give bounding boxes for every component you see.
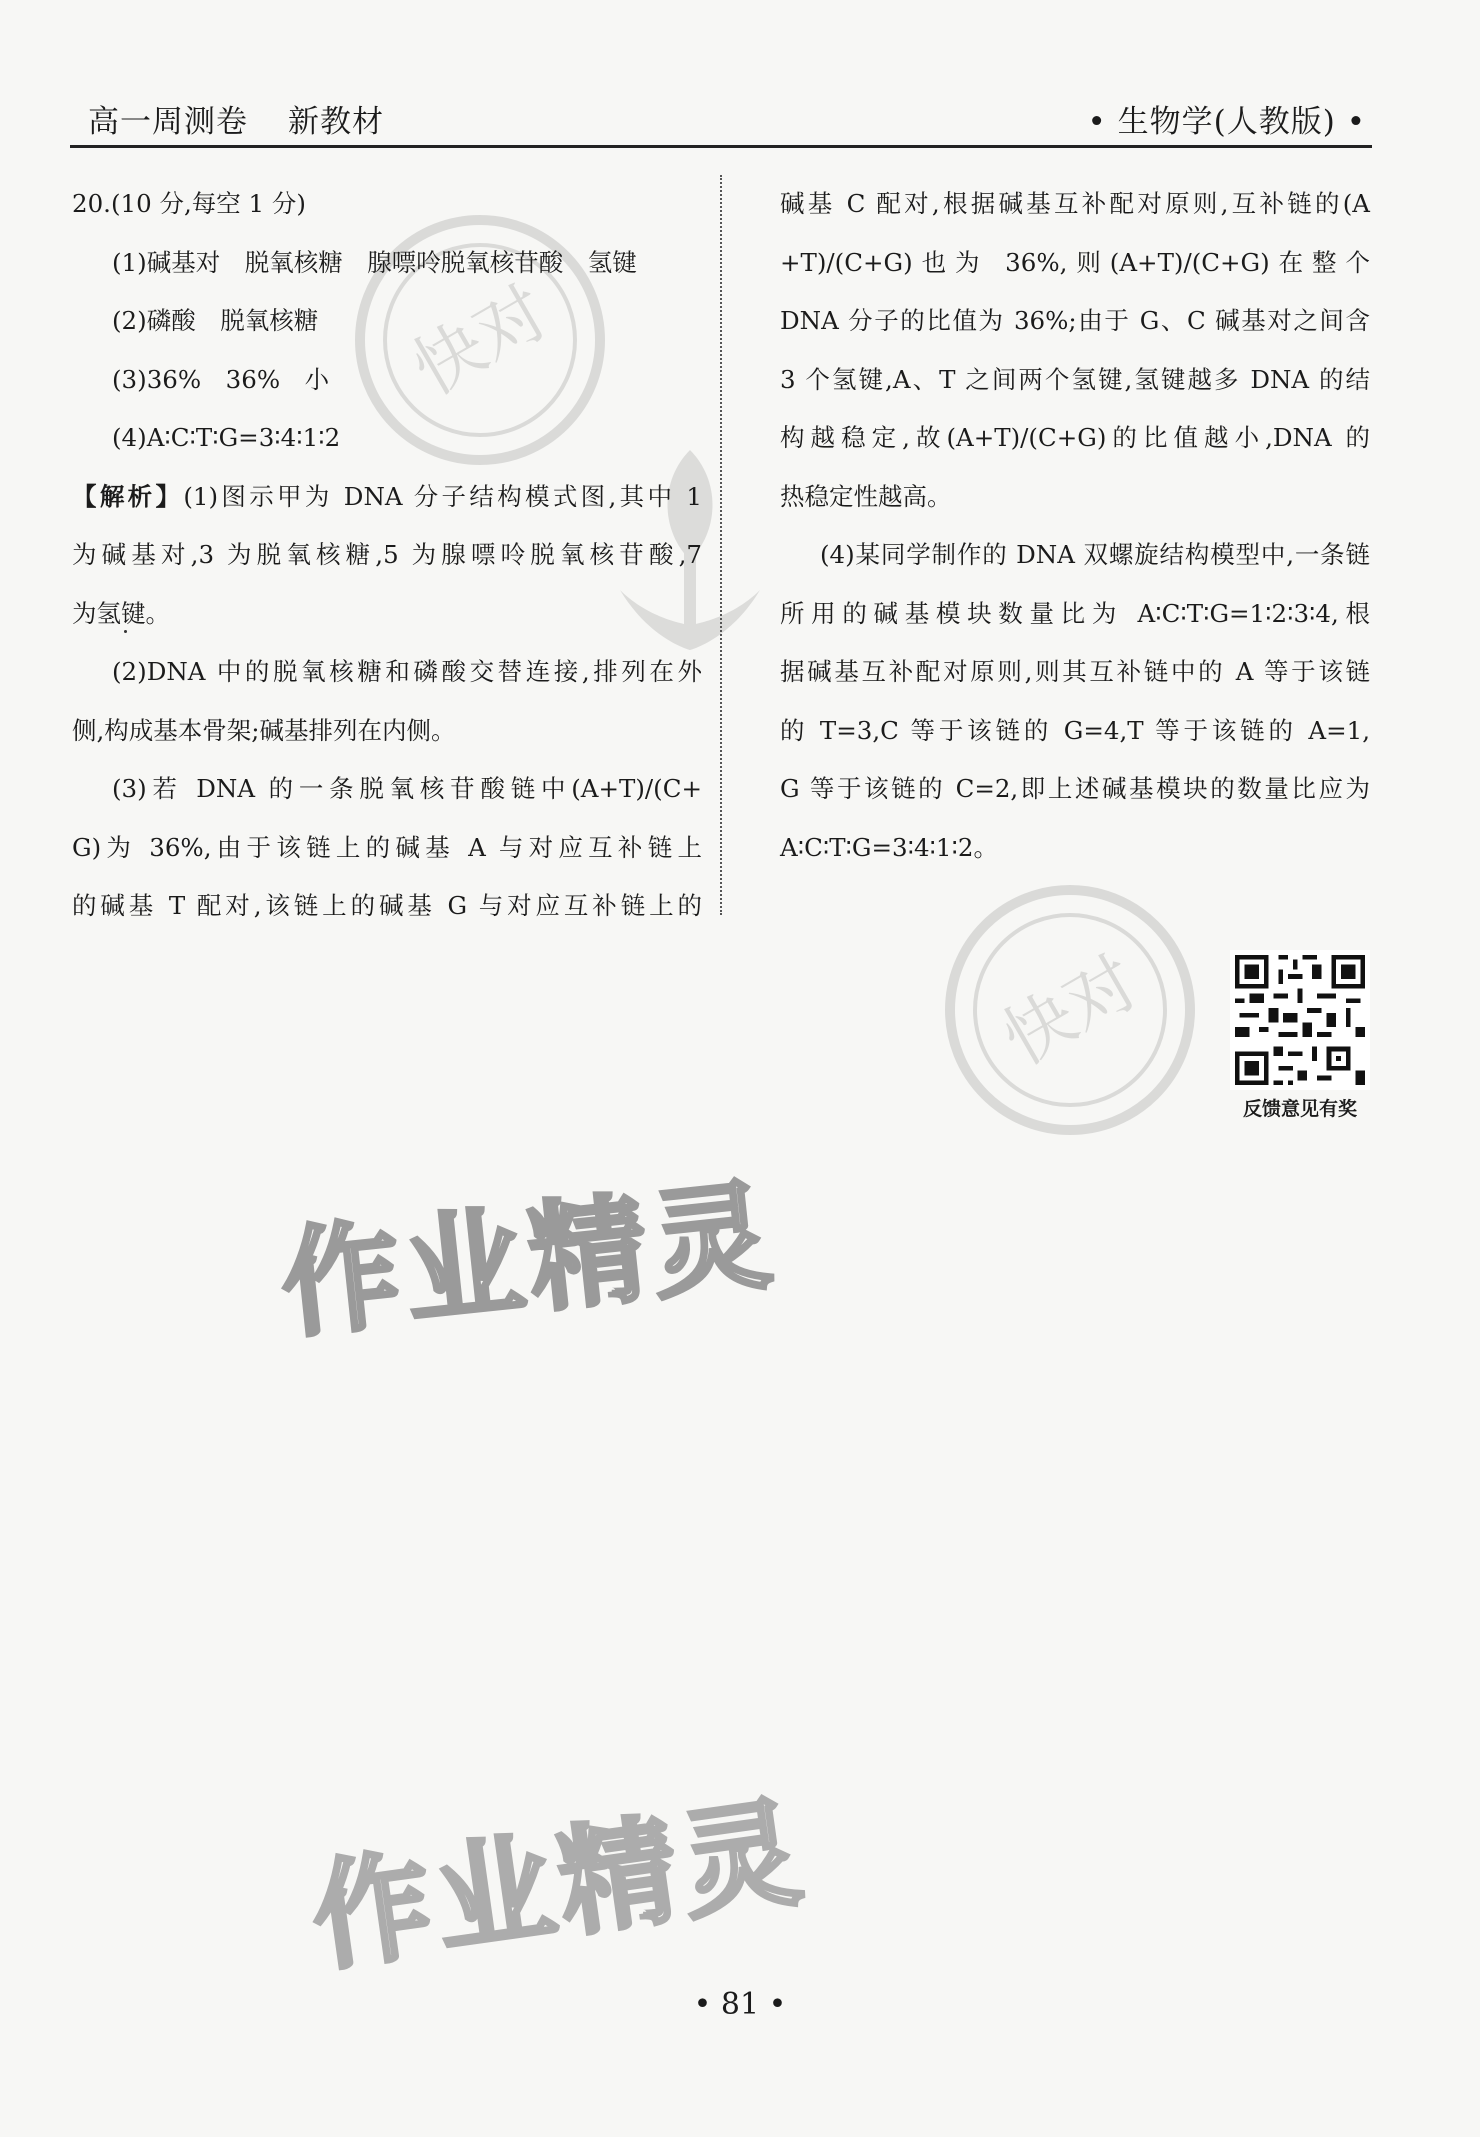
analysis-line: 热稳定性越高。 — [780, 481, 952, 511]
edition-label: 新教材 — [288, 104, 384, 140]
analysis-line: 据碱基互补配对原则,则其互补链中的 A 等于该链 — [780, 657, 1370, 686]
header-rule — [70, 145, 1372, 148]
analysis-line: 为氢键。 — [72, 598, 170, 628]
analysis-text: (1)图示甲为 DNA 分子结构模式图,其中 1 — [183, 481, 703, 511]
page-number: • 81 • — [693, 1987, 787, 2022]
analysis-label: 【解析】 — [72, 481, 184, 511]
qr-caption: 反馈意见有奖 — [1242, 1098, 1357, 1120]
subject-title: • 生物学(人教版) • — [1087, 104, 1366, 140]
analysis-line: 构越稳定,故(A+T)/(C+G)的比值越小,DNA 的 — [780, 423, 1370, 452]
answer-line: (4)A∶C∶T∶G=3∶4∶1∶2 — [112, 423, 341, 452]
kuaidui-stamp-icon — [920, 860, 1220, 1160]
svg-text:快对: 快对 — [399, 270, 562, 412]
answer-line: (1)碱基对 脱氧核糖 腺嘌呤脱氧核苷酸 氢键 — [112, 247, 637, 277]
answer-line: (3)36% 36% 小 — [112, 364, 330, 394]
svg-text:快对: 快对 — [989, 940, 1152, 1082]
analysis-line: 3 个氢键,A、T 之间两个氢键,氢键越多 DNA 的结 — [780, 364, 1370, 394]
analysis-line: +T)/(C+G)也为 36%,则(A+T)/(C+G)在整个 — [780, 247, 1370, 277]
analysis-line: A∶C∶T∶G=3∶4∶1∶2。 — [780, 832, 998, 862]
dot-mark — [124, 630, 127, 633]
analysis-line: 为碱基对,3 为脱氧核糖,5 为腺嘌呤脱氧核苷酸,7 — [72, 540, 702, 569]
answer-column-left — [72, 175, 702, 936]
analysis-line: 的碱基 T 配对,该链上的碱基 G 与对应互补链上的 — [72, 891, 702, 920]
series-title: 高一周测卷 — [88, 104, 248, 140]
analysis-line: G 等于该链的 C=2,即上述碱基模块的数量比应为 — [780, 774, 1370, 803]
analysis-line: 侧,构成基本骨架;碱基排列在内侧。 — [72, 715, 456, 745]
analysis-line: (2)DNA 中的脱氧核糖和磷酸交替连接,排列在外 — [112, 657, 702, 686]
watermark-text: 作业精灵 — [275, 1165, 783, 1355]
question-heading: 20.(10 分,每空 1 分) — [72, 189, 306, 218]
answer-line: (2)磷酸 脱氧核糖 — [112, 306, 319, 335]
analysis-line: (4)某同学制作的 DNA 双螺旋结构模型中,一条链 — [820, 540, 1370, 569]
analysis-line: G)为 36%,由于该链上的碱基 A 与对应互补链上 — [72, 832, 702, 862]
analysis-line: 所用的碱基模块数量比为 A∶C∶T∶G=1∶2∶3∶4,根 — [780, 598, 1370, 628]
analysis-line: DNA 分子的比值为 36%;由于 G、C 碱基对之间含 — [780, 306, 1370, 335]
column-divider — [720, 175, 722, 915]
analysis-line: (3)若 DNA 的一条脱氧核苷酸链中(A+T)/(C+ — [112, 774, 702, 803]
analysis-line: 碱基 C 配对,根据碱基互补配对原则,互补链的(A — [780, 189, 1370, 218]
analysis-line — [72, 468, 702, 527]
watermark-text: 作业精灵 — [304, 1782, 815, 1988]
analysis-line: 的 T=3,C 等于该链的 G=4,T 等于该链的 A=1, — [780, 715, 1370, 745]
answer-column-right — [780, 175, 1370, 877]
header-left — [88, 96, 384, 141]
feedback-qr-code-icon[interactable] — [1230, 950, 1370, 1090]
